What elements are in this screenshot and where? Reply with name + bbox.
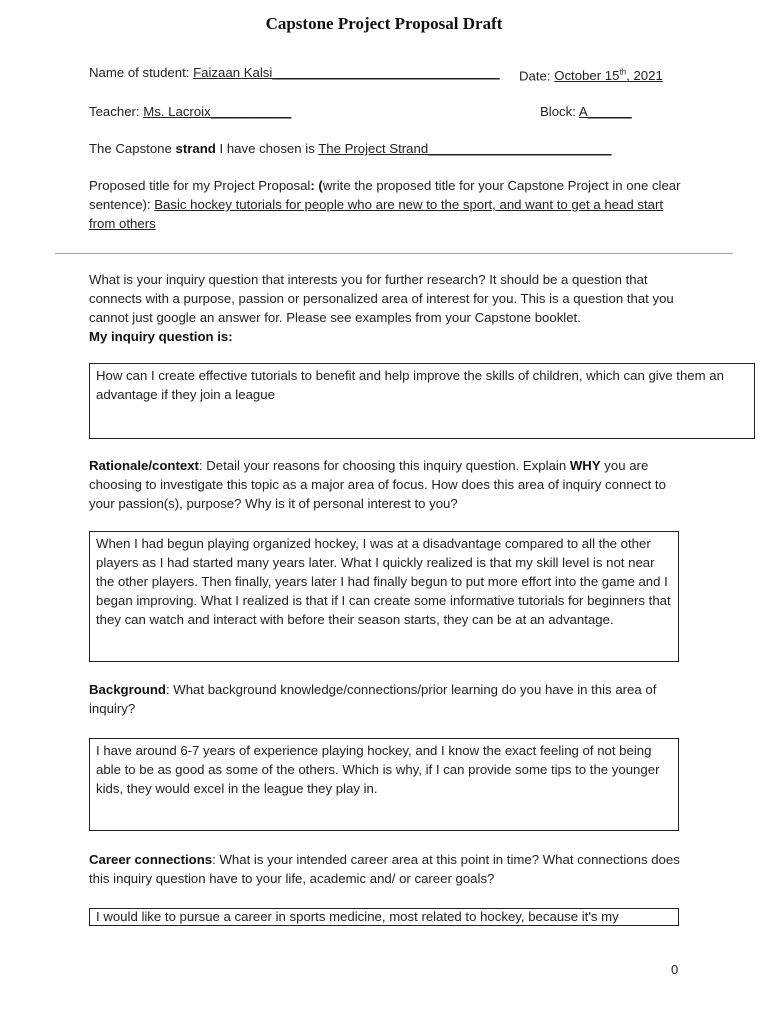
teacher-label: Teacher: (89, 104, 140, 119)
block-row (540, 102, 632, 121)
strand-row (89, 139, 612, 158)
block-label: Block: (540, 104, 576, 119)
inquiry-prompt: What is your inquiry question that interests you for further research? It should be a question that connects with a purpose, passion or personalized area of interest for you. This is a question that you cannot just google an answer for. Please see examples from your Capstone booklet. (89, 272, 674, 325)
student-name-value[interactable]: Faizaan Kalsi_______________________________ (193, 65, 500, 80)
proposed-title-instruction: write the proposed title for your Capstone Project in one clear sentence): (89, 178, 681, 212)
strand-middle: I have chosen is (215, 141, 319, 156)
rationale-prompt: Rationale/context: Detail your reasons for choosing this inquiry question. Explain WHY you are choosing to investigate this topic as a major area of focus. How does this area of inquiry connect to your passion(s), purpose? Why is it of personal interest to you? (89, 458, 666, 511)
background-answer-box[interactable]: I have around 6-7 years of experience playing hockey, and I know the exact feeling of not being able to be as good as some of the others. Which is why, if I can provide some tips to the younger kids, they would excel in the league they play in. (89, 738, 679, 831)
page-number: 0 (671, 962, 679, 977)
date-value[interactable]: October 15th, 2021 (554, 68, 663, 84)
strand-value[interactable]: The Project Strand_________________________ (318, 141, 612, 156)
inquiry-label: My inquiry question is: (89, 329, 233, 344)
why-emphasis: WHY (569, 458, 601, 473)
rationale-answer-box[interactable]: When I had begun playing organized hockey, I was at a disadvantage compared to all the other players as I had started many years later. What I quickly realized is that my skill level is not near the other players. Then finally, years later I had finally begun to put more effort into the game and I began improving. What I realized is that if I can create some informative tutorials for beginners that they can watch and interact with before their season starts, they can be at an advantage. (89, 531, 679, 662)
document-title: Capstone Project Proposal Draft (265, 14, 503, 33)
proposed-title-label: Proposed title for my Project Proposal (89, 178, 311, 193)
student-name-row (89, 63, 500, 82)
strand-prefix: The Capstone (89, 141, 176, 156)
strand-keyword: strand (175, 141, 216, 156)
section-divider (55, 253, 733, 254)
proposed-title-block (89, 176, 689, 233)
rationale-label: Rationale/context (89, 458, 199, 473)
inquiry-answer-box[interactable]: How can I create effective tutorials to benefit and help improve the skills of children, which can give them an advantage if they join a league (89, 363, 755, 439)
career-prompt: Career connections: What is your intended career area at this point in time? What connections does this inquiry question have to your life, academic and/ or career goals? (89, 852, 680, 886)
career-answer-box[interactable]: I would like to pursue a career in sports medicine, most related to hockey, because it's my (89, 908, 679, 926)
teacher-value[interactable]: Ms. Lacroix___________ (143, 104, 292, 119)
background-prompt: Background: What background knowledge/connections/prior learning do you have in this area of inquiry? (89, 682, 657, 716)
date-row (519, 63, 663, 85)
proposed-title-punct: : ( (310, 178, 323, 193)
block-value[interactable]: A______ (578, 104, 632, 119)
date-label: Date: (519, 68, 551, 84)
teacher-row (89, 102, 291, 121)
career-label: Career connections (89, 852, 213, 867)
proposed-title-value[interactable]: Basic hockey tutorials for people who are new to the sport, and want to get a head start from others (89, 197, 663, 231)
background-label: Background (89, 682, 166, 697)
student-name-label: Name of student: (89, 65, 190, 80)
